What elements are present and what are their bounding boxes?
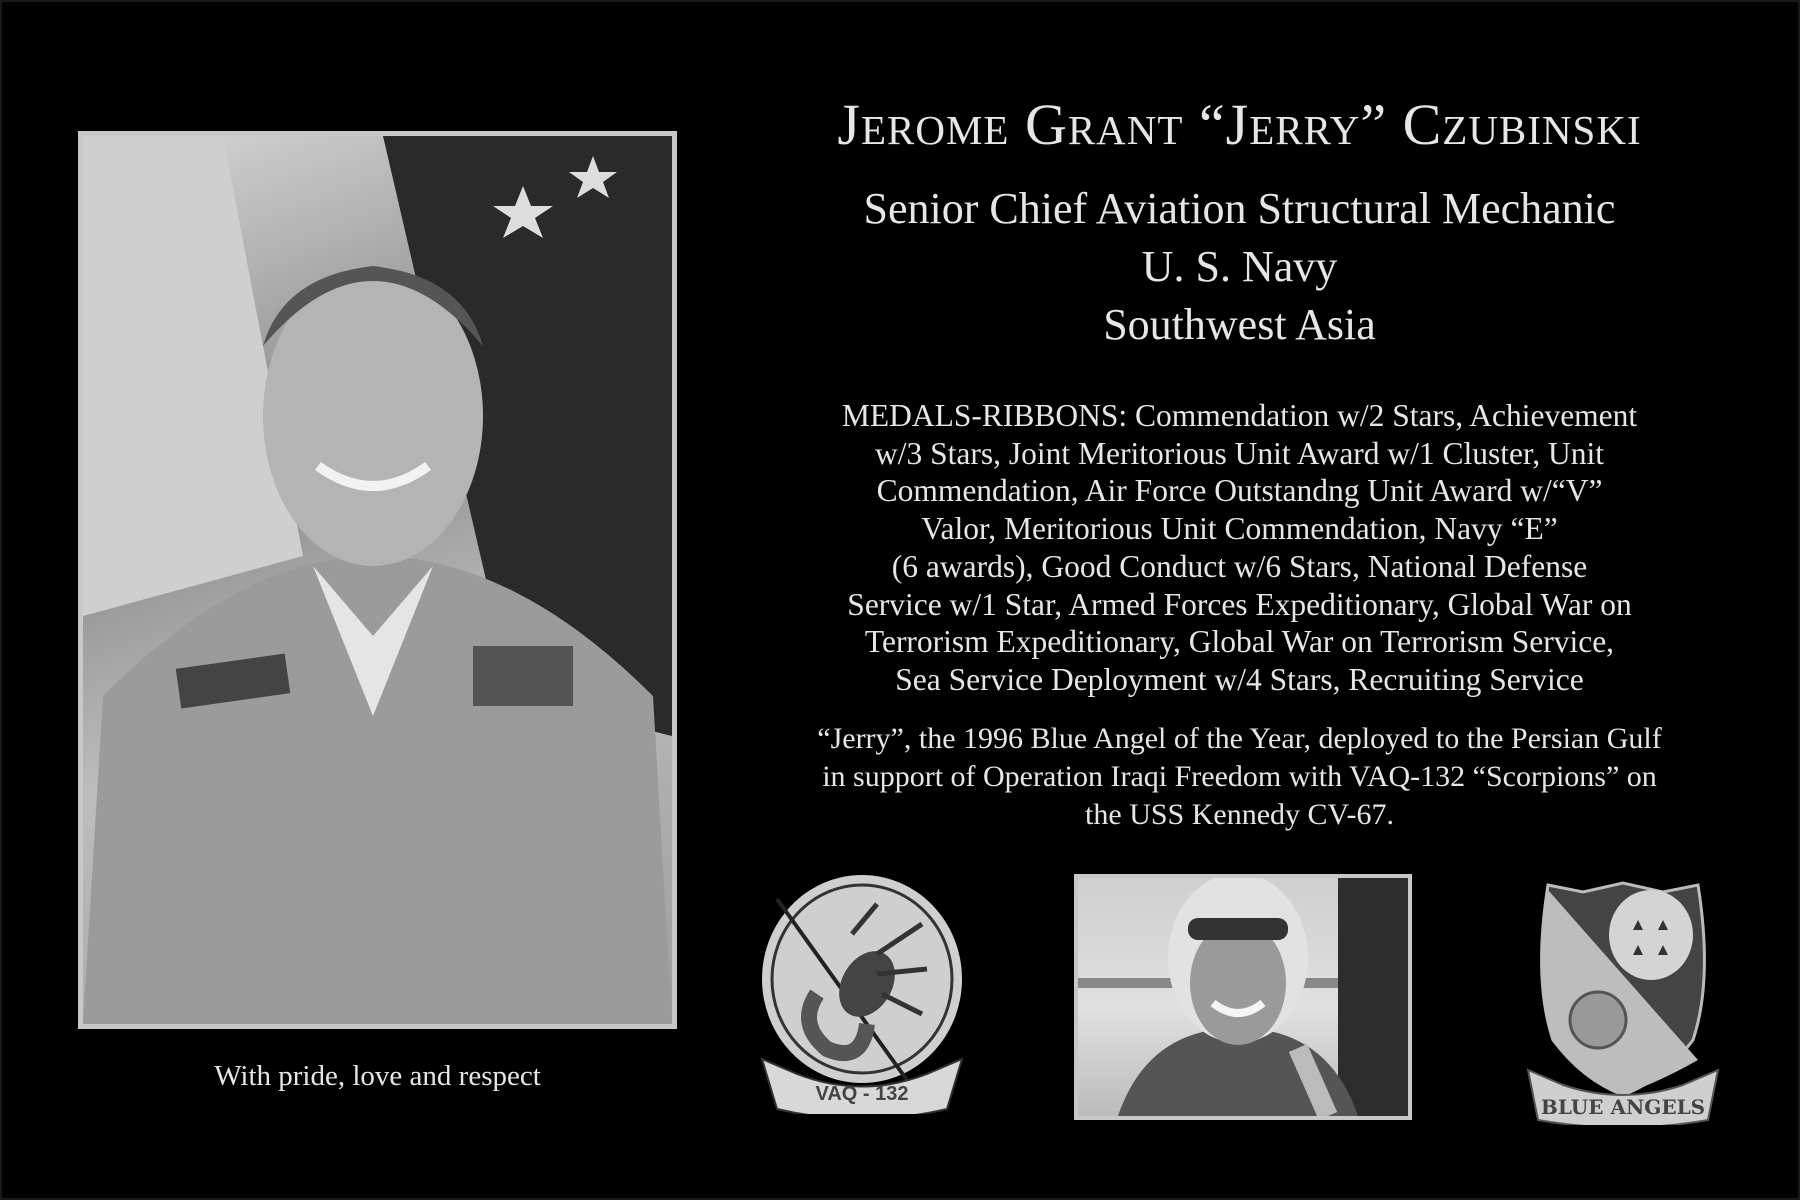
dedication-caption: With pride, love and respect [214, 1060, 541, 1092]
medals-line: Commendation, Air Force Outstandng Unit Award w/“V” [876, 473, 1603, 509]
medals-line: MEDALS-RIBBONS: Commendation w/2 Stars, Achievement [841, 398, 1638, 433]
medals-line: Valor, Meritorious Unit Commendation, Navy “E” [921, 511, 1558, 547]
honoree-name: Jerome Grant “Jerry” Czubinski [837, 92, 1642, 157]
crest-lettering: BLUE ANGELS [1540, 1095, 1706, 1119]
service-details [727, 180, 1752, 354]
medals-ribbons [727, 397, 1752, 699]
bio-line: “Jerry”, the 1996 Blue Angel of the Year, deployed to the Persian Gulf [817, 722, 1662, 755]
blue-angels-crest [1523, 880, 1723, 1125]
medals-line: (6 awards), Good Conduct w/6 Stars, National Defense [891, 548, 1588, 584]
portrait-photo [78, 131, 677, 1029]
squadron-patch-lettering: VAQ - 132 [815, 1083, 909, 1105]
bio-line: in support of Operation Iraqi Freedom with VAQ-132 “Scorpions” on [822, 760, 1657, 793]
branch: U. S. Navy [1141, 242, 1338, 291]
pilot-photo [1074, 874, 1412, 1120]
bio-line: the USS Kennedy CV-67. [1085, 798, 1394, 831]
medals-line: Terrorism Expeditionary, Global War on Terrorism Service, [864, 624, 1615, 660]
rank: Senior Chief Aviation Structural Mechanic [863, 184, 1616, 233]
biography [727, 720, 1752, 834]
portrait-illustration [83, 136, 672, 1024]
pilot-illustration [1078, 878, 1408, 1116]
medals-line: Sea Service Deployment w/4 Stars, Recruiting Service [895, 661, 1584, 697]
vaq-132-squadron-patch [757, 874, 967, 1114]
theater: Southwest Asia [1103, 300, 1376, 349]
medals-line: Service w/1 Star, Armed Forces Expeditionary, Global War on [847, 586, 1632, 622]
medals-line: w/3 Stars, Joint Meritorious Unit Award w/1 Cluster, Unit [874, 435, 1605, 471]
